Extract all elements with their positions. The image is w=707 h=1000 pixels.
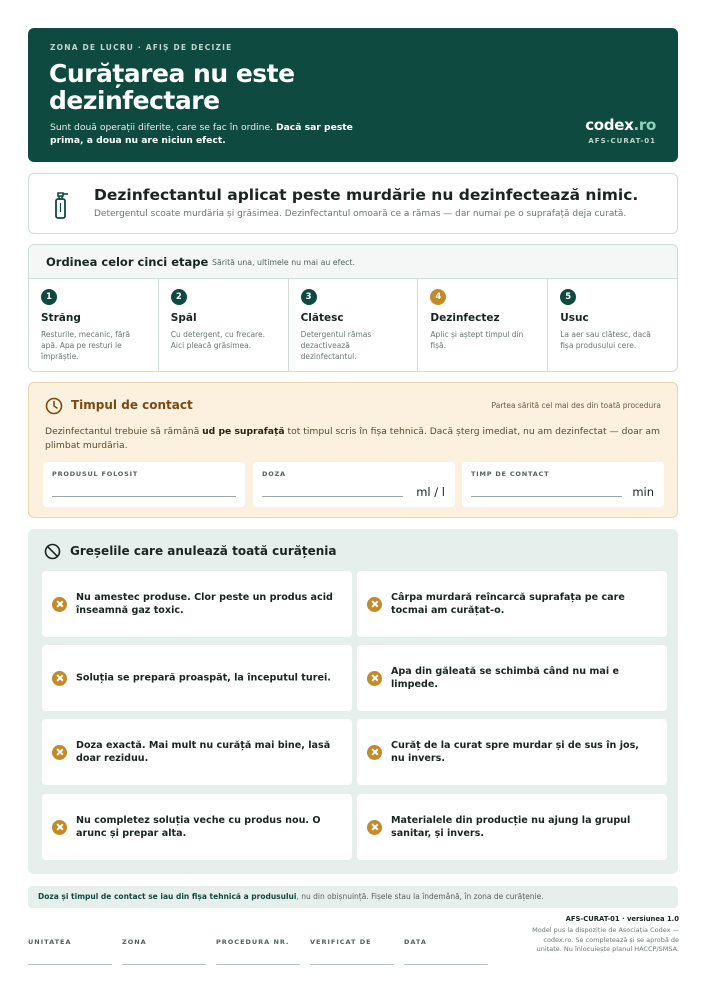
spray-bottle-icon [53, 190, 71, 220]
mistake-card [42, 719, 352, 785]
step-title: Usuc [560, 312, 589, 324]
contact-time-panel [28, 382, 678, 518]
x-icon [52, 597, 67, 612]
version-label: AFS-CURAT-01 · versiunea 1.0 [565, 915, 679, 923]
step-card [159, 279, 289, 372]
step-title: Dezinfectez [430, 312, 500, 324]
steps-header [29, 245, 677, 279]
subtitle-plain: Sunt două operații diferite, care se fac în ordine. [50, 122, 276, 133]
signature-line [28, 964, 112, 965]
header-eyebrow: ZONA DE LUCRU · AFIȘ DE DECIZIE [50, 43, 233, 52]
header-subtitle [50, 121, 370, 147]
contact-title: Timpul de contact [71, 398, 193, 412]
signature-field-unit[interactable] [28, 938, 112, 965]
mistake-card [357, 719, 667, 785]
mistake-text: Nu amestec produse. Clor peste un produs acid înseamnă gaz toxic. [76, 592, 333, 616]
x-icon [52, 671, 67, 686]
x-icon [367, 671, 382, 686]
warning-banner [28, 173, 678, 234]
contact-body-part2: tot timpul scris în fișa tehnică. Dacă șterg imediat, nu am dezinfectat — doar am plimbat murdăria. [45, 426, 660, 451]
mistake-card [42, 645, 352, 711]
banner-body: Detergentul scoate murdăria și grăsimea. Dezinfectantul omoară ce a rămas — dar numai pe o suprafață deja curată. [94, 209, 627, 219]
signature-line [310, 964, 394, 965]
step-card [29, 279, 159, 372]
x-icon [367, 820, 382, 835]
brand-name: codex [585, 116, 634, 134]
mistake-card [357, 794, 667, 860]
mistake-card [357, 645, 667, 711]
product-field[interactable] [43, 462, 245, 507]
mistake-text: Nu completez soluția veche cu produs nou. O arunc și prepar alta. [76, 815, 321, 839]
steps-panel [28, 244, 678, 372]
step-number: 4 [430, 289, 446, 305]
signature-label: PROCEDURA NR. [216, 938, 290, 946]
field-unit: ml / l [416, 485, 445, 499]
field-unit: min [632, 485, 654, 499]
signature-label: VERIFICAT DE [310, 938, 372, 946]
x-icon [367, 597, 382, 612]
field-label: PRODUSUL FOLOSIT [52, 470, 139, 478]
steps-note: Sărită una, ultimele nu mai au efect. [212, 258, 355, 267]
clock-icon [45, 397, 63, 415]
banner-headline: Dezinfectantul aplicat peste murdărie nu dezinfectează nimic. [94, 186, 639, 204]
signature-field-procedure[interactable] [216, 938, 300, 965]
header-panel [28, 28, 678, 162]
mistake-text: Apa din găleată se schimbă când nu mai e limpede. [391, 666, 619, 690]
step-description: Cu detergent, cu frecare. Aici pleacă grăsimea. [170, 330, 265, 350]
x-icon [52, 820, 67, 835]
step-description: Detergentul rămas dezactivează dezinfectantul. [300, 330, 372, 361]
signature-field-verified[interactable] [310, 938, 394, 965]
mistake-card [42, 571, 352, 637]
signature-line [122, 964, 206, 965]
x-icon [367, 745, 382, 760]
footnote-bold: Doza și timpul de contact se iau din fișa tehnică a produsului [38, 892, 297, 901]
step-number: 3 [301, 289, 317, 305]
step-card [418, 279, 548, 372]
meta-note: Model pus la dispoziție de Asociația Codex — codex.ro. Se completează și se aprobă de unitate. Nu înlocuiește planul HACCP/SMSA. [532, 926, 679, 953]
contact-note: Partea sărită cel mai des din toată procedura [491, 401, 661, 410]
step-description: Resturile, mecanic, fără apă. Apa pe resturi le împrăștie. [41, 330, 131, 361]
step-number: 1 [41, 289, 57, 305]
dose-field[interactable] [253, 462, 455, 507]
signature-line [216, 964, 300, 965]
step-title: Clătesc [300, 312, 344, 324]
mistake-card [42, 794, 352, 860]
mistakes-title: Greșelile care anulează toată curățenia [70, 544, 337, 558]
contact-body-bold: ud pe suprafață [202, 426, 285, 437]
mistake-text: Curăț de la curat spre murdar și de sus în jos, nu invers. [391, 740, 639, 764]
step-title: Spăl [170, 312, 197, 324]
signature-label: DATA [404, 938, 427, 946]
footnote-text [38, 892, 544, 901]
step-number: 2 [171, 289, 187, 305]
signature-label: UNITATEA [28, 938, 72, 946]
signature-field-date[interactable] [404, 938, 488, 965]
footnote-plain: , nu din obișnuință. Fișele stau la îndemână, în zona de curățenie. [296, 892, 544, 901]
mistake-text: Cârpa murdară reîncarcă suprafața pe care tocmai am curățat-o. [391, 592, 625, 616]
mistake-text: Doza exactă. Mai mult nu curăță mai bine, lasă doar reziduu. [76, 740, 331, 764]
mistake-text: Materialele din producție nu ajung la grupul sanitar, și invers. [391, 815, 631, 839]
field-label: TIMP DE CONTACT [471, 470, 550, 478]
step-description: Aplic și aștept timpul din fișă. [430, 330, 524, 350]
steps-title: Ordinea celor cinci etape [46, 255, 209, 269]
contact-body [45, 425, 665, 452]
contact-time-field[interactable] [462, 462, 664, 507]
document-meta [519, 915, 679, 955]
step-number: 5 [560, 289, 576, 305]
field-line [52, 496, 236, 497]
document-code: AFS-CURAT-01 [588, 137, 656, 145]
ban-icon [44, 543, 61, 560]
step-card [548, 279, 677, 372]
field-line [262, 496, 403, 497]
brand-tld: .ro [633, 116, 656, 134]
brand-logo [585, 116, 656, 134]
steps-grid [29, 279, 677, 372]
subtitle-bold: Dacă sar peste prima, a doua nu are niciun efect. [50, 122, 353, 146]
field-line [471, 496, 622, 497]
mistakes-panel [28, 529, 678, 874]
field-label: DOZA [262, 470, 286, 478]
signature-line [404, 964, 488, 965]
step-description: La aer sau clătesc, dacă fișa produsului cere. [560, 330, 651, 350]
mistake-card [357, 571, 667, 637]
signature-label: ZONA [122, 938, 147, 946]
page-title: Curățarea nu este dezinfectare [49, 59, 295, 115]
signature-field-zone[interactable] [122, 938, 206, 965]
step-card [289, 279, 419, 372]
x-icon [52, 745, 67, 760]
step-title: Străng [41, 312, 81, 324]
mistake-text: Soluția se prepară proaspăt, la începutul turei. [76, 672, 331, 684]
footnote-bar [28, 886, 678, 908]
contact-body-part1: Dezinfectantul trebuie să rămână [45, 426, 203, 437]
